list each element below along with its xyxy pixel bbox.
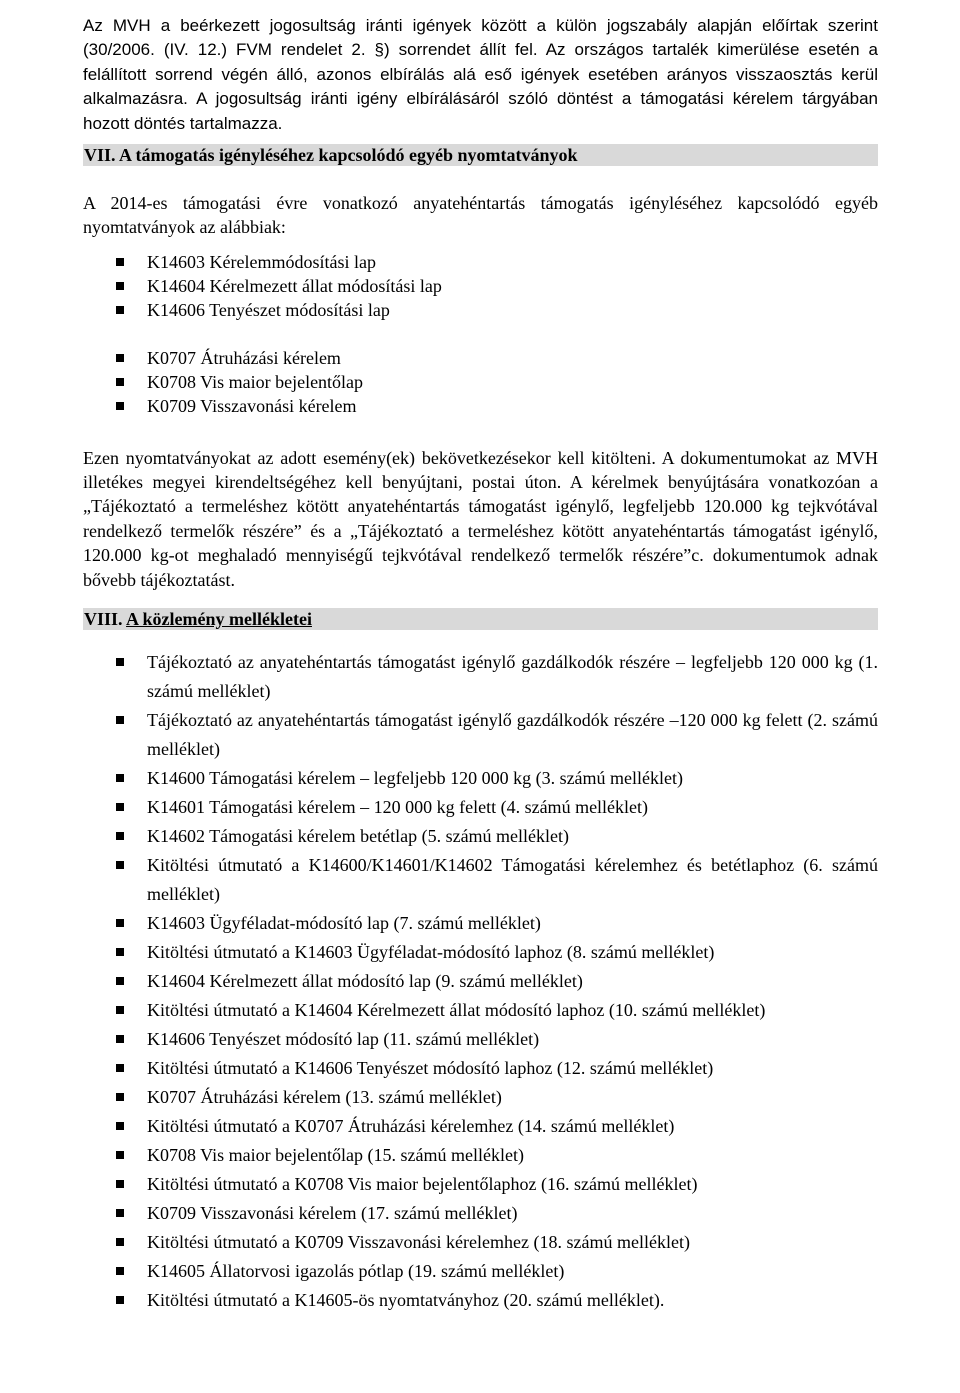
square-bullet-icon <box>116 282 124 290</box>
section-8-heading <box>83 608 878 630</box>
form-list-b <box>83 346 878 419</box>
square-bullet-icon <box>116 1296 124 1304</box>
square-bullet-icon <box>116 378 124 386</box>
annex-item <box>83 1170 878 1199</box>
annex-item <box>83 1025 878 1054</box>
annex-item-text: Kitöltési útmutató a K14604 Kérelmezett állat módosító laphoz (10. számú melléklet) <box>147 1000 766 1021</box>
annex-item <box>83 706 878 764</box>
annex-item <box>83 1112 878 1141</box>
annex-item <box>83 996 878 1025</box>
square-bullet-icon <box>116 919 124 927</box>
annex-item <box>83 793 878 822</box>
annex-item-text: Kitöltési útmutató a K14606 Tenyészet módosító laphoz (12. számú melléklet) <box>147 1058 714 1079</box>
annex-item <box>83 1228 878 1257</box>
annex-item-text: Tájékoztató az anyatehéntartás támogatást igénylő gazdálkodók részére – legfeljebb 120 000 kg (1. számú melléklet) <box>147 652 878 702</box>
square-bullet-icon <box>116 948 124 956</box>
annex-item-text: K14604 Kérelmezett állat módosító lap (9. számú melléklet) <box>147 971 583 992</box>
annex-item-text: Kitöltési útmutató a K0708 Vis maior bejelentőlaphoz (16. számú melléklet) <box>147 1174 698 1195</box>
annex-item-text: Kitöltési útmutató a K14605-ös nyomtatványhoz (20. számú melléklet). <box>147 1290 665 1311</box>
intro-paragraph: Az MVH a beérkezett jogosultság iránti igények között a külön jogszabály alapján előírtak szerint (30/2006. (IV. 12.) FVM rendelet 2. §) sorrendet állít fel. Az országos tartalék kimerülése esetén a felállított sorrend végén álló, azonos elbírálás alá eső igények esetében arányos visszaosztás kerül alkalmazásra. A jogosultság iránti igény elbírálásáról szóló döntést a támogatási kérelem tárgyában hozott döntés tartalmazza. <box>83 16 878 133</box>
list-item: K0709 Visszavonási kérelem <box>83 394 878 418</box>
square-bullet-icon <box>116 658 124 666</box>
square-bullet-icon <box>116 1267 124 1275</box>
annex-item-text: Tájékoztató az anyatehéntartás támogatást igénylő gazdálkodók részére –120 000 kg felett (2. számú melléklet) <box>147 710 878 760</box>
annex-item-text: Kitöltési útmutató a K14600/K14601/K14602 Támogatási kérelemhez és betétlaphoz (6. számú melléklet) <box>147 855 878 905</box>
annex-item <box>83 1083 878 1112</box>
annex-item <box>83 967 878 996</box>
square-bullet-icon <box>116 402 124 410</box>
square-bullet-icon <box>116 1238 124 1246</box>
square-bullet-icon <box>116 1064 124 1072</box>
square-bullet-icon <box>116 1151 124 1159</box>
annex-item-text: K14603 Ügyféladat-módosító lap (7. számú melléklet) <box>147 913 541 934</box>
square-bullet-icon <box>116 306 124 314</box>
square-bullet-icon <box>116 803 124 811</box>
square-bullet-icon <box>116 1006 124 1014</box>
annex-item-text: K0709 Visszavonási kérelem (17. számú melléklet) <box>147 1203 518 1224</box>
square-bullet-icon <box>116 774 124 782</box>
square-bullet-icon <box>116 1180 124 1188</box>
square-bullet-icon <box>116 354 124 362</box>
form-list-a <box>83 250 878 323</box>
square-bullet-icon <box>116 1209 124 1217</box>
annex-item-text: K14601 Támogatási kérelem – 120 000 kg felett (4. számú melléklet) <box>147 797 649 818</box>
annex-item <box>83 764 878 793</box>
annex-item-text: Kitöltési útmutató a K0709 Visszavonási kérelemhez (18. számú melléklet) <box>147 1232 690 1253</box>
annex-item <box>83 1257 878 1286</box>
square-bullet-icon <box>116 832 124 840</box>
square-bullet-icon <box>116 716 124 724</box>
annex-item <box>83 822 878 851</box>
section-8-number: VIII. <box>84 609 123 630</box>
annex-item-text: K14602 Támogatási kérelem betétlap (5. számú melléklet) <box>147 826 570 847</box>
section-7-closing: Ezen nyomtatványokat az adott esemény(ek) bekövetkezésekor kell kitölteni. A dokumentumokat az MVH illetékes megyei kirendeltségéhez kell benyújtani, postai úton. A kérelmek benyújtására vonatkozóan a „Tájékoztató a termeléshez kötött anyatehéntartás támogatást igénylő, legfeljebb 120.000 kg tejkvótával rendelkező termelők részére” és a „Tájékoztató a termeléshez kötött anyatehéntartás támogatást igénylő, 120.000 kg-ot meghaladó mennyiségű tejkvótával rendelkező termelők részére”c. dokumentumok adnak bővebb tájékoztatást. <box>83 447 878 590</box>
section-7-lead: A 2014-es támogatási évre vonatkozó anyatehéntartás támogatás igényléséhez kapcsolódó egyéb nyomtatványok az alábbiak: <box>83 193 878 238</box>
square-bullet-icon <box>116 1035 124 1043</box>
section-7-number: VII. <box>84 145 116 166</box>
square-bullet-icon <box>116 1093 124 1101</box>
document-page <box>83 14 878 1315</box>
annex-item <box>83 1054 878 1083</box>
section-7-title: A támogatás igényléséhez kapcsolódó egyéb nyomtatványok <box>119 145 578 166</box>
annex-item-text: K0707 Átruházási kérelem (13. számú melléklet) <box>147 1087 502 1108</box>
annex-list <box>83 648 878 1315</box>
annex-item <box>83 851 878 909</box>
square-bullet-icon <box>116 1122 124 1130</box>
list-item: K14603 Kérelemmódosítási lap <box>83 250 878 274</box>
annex-item <box>83 909 878 938</box>
section-7-heading <box>83 144 878 166</box>
annex-item-text: K14606 Tenyészet módosító lap (11. számú melléklet) <box>147 1029 540 1050</box>
annex-item-text: Kitöltési útmutató a K14603 Ügyféladat-módosító laphoz (8. számú melléklet) <box>147 942 715 963</box>
annex-item <box>83 1141 878 1170</box>
square-bullet-icon <box>116 258 124 266</box>
square-bullet-icon <box>116 977 124 985</box>
annex-item <box>83 648 878 706</box>
section-8-title: A közlemény mellékletei <box>126 609 312 630</box>
annex-item-text: K14600 Támogatási kérelem – legfeljebb 120 000 kg (3. számú melléklet) <box>147 768 684 789</box>
annex-item <box>83 938 878 967</box>
square-bullet-icon <box>116 861 124 869</box>
list-item: K0707 Átruházási kérelem <box>83 346 878 370</box>
annex-item <box>83 1199 878 1228</box>
annex-item-text: K14605 Állatorvosi igazolás pótlap (19. számú melléklet) <box>147 1261 565 1282</box>
annex-item <box>83 1286 878 1315</box>
list-item: K0708 Vis maior bejelentőlap <box>83 370 878 394</box>
annex-item-text: Kitöltési útmutató a K0707 Átruházási kérelemhez (14. számú melléklet) <box>147 1116 675 1137</box>
annex-item-text: K0708 Vis maior bejelentőlap (15. számú melléklet) <box>147 1145 524 1166</box>
list-item: K14604 Kérelmezett állat módosítási lap <box>83 274 878 298</box>
list-item: K14606 Tenyészet módosítási lap <box>83 298 878 322</box>
